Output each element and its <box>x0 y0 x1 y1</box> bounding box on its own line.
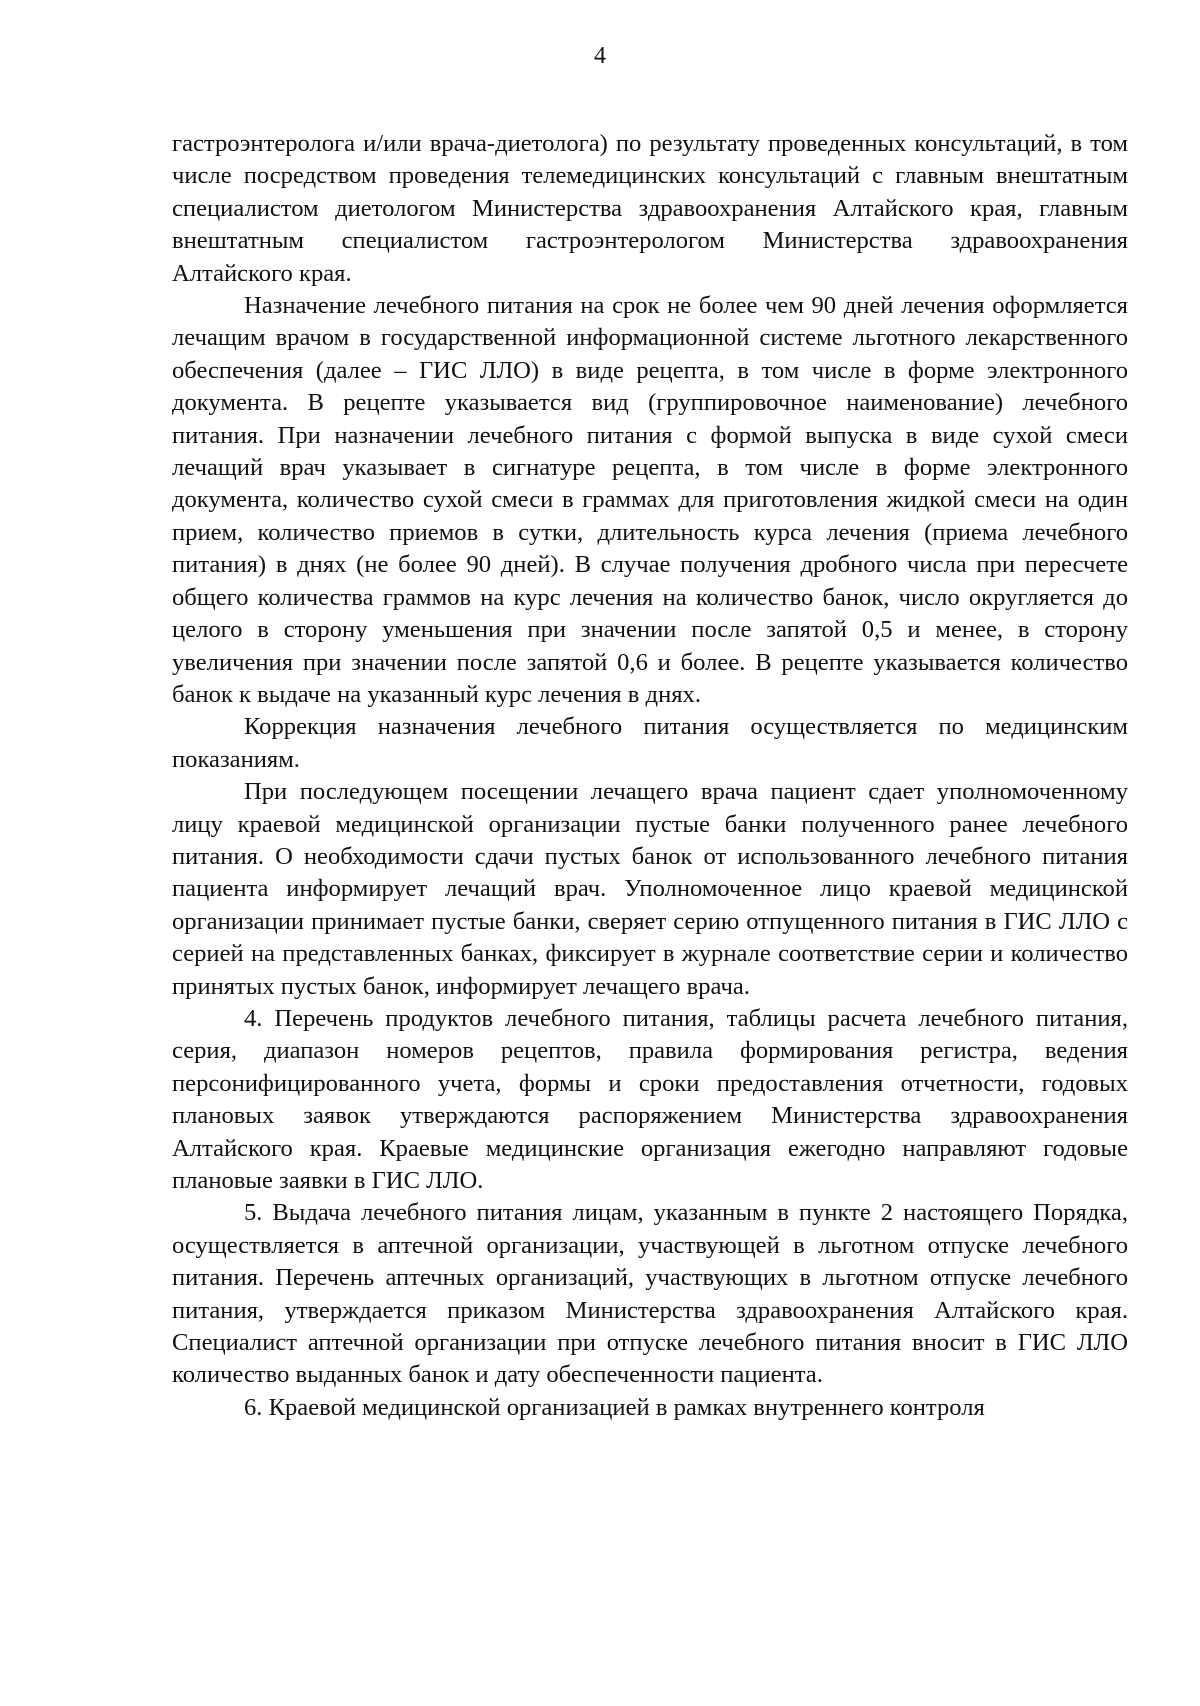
paragraph-item-4: 4. Перечень продуктов лечебного питания, таблицы расчета лечебного питания, серия, диапазон номеров рецептов, правила формирования регистра, ведения персонифицированного учета, формы и сроки предоставления отчетности, годовых плановых заявок утверждаются распоряжением Министерства здравоохранения Алтайского края. Краевые медицинские организация ежегодно направляют годовые плановые заявки в ГИС ЛЛО. <box>172 1004 1128 1194</box>
paragraph-continuation: гастроэнтеролога и/или врача-диетолога) по результату проведенных консультаций, в том числе посредством проведения телемедицинских консультаций с главным внештатным специалистом диетологом Министерства здравоохранения Алтайского края, главным внештатным специалистом гастроэнтерологом Министерства здравоохранения Алтайского края. <box>172 130 1128 287</box>
paragraph-correction: Коррекция назначения лечебного питания осуществляется по медицинским показаниям. <box>172 713 1128 773</box>
document-body <box>172 128 1128 1424</box>
paragraph-empty-cans: При последующем посещении лечащего врача пациент сдает уполномоченному лицу краевой медицинской организации пустые банки полученного ранее лечебного питания. О необходимости сдачи пустых банок от использованного лечебного питания пациента информирует лечащий врач. Уполномоченное лицо краевой медицинской организации принимает пустые банки, сверяет серию отпущенного питания в ГИС ЛЛО с серией на представленных банках, фиксирует в журнале соответствие серии и количество принятых пустых банок, информирует лечащего врача. <box>172 778 1128 1000</box>
paragraph-prescription: Назначение лечебного питания на срок не более чем 90 дней лечения оформляется лечащим врачом в государственной информационной системе льготного лекарственного обеспечения (далее – ГИС ЛЛО) в виде рецепта, в том числе в форме электронного документа. В рецепте указывается вид (группировочное наименование) лечебного питания. При назначении лечебного питания с формой выпуска в виде сухой смеси лечащий врач указывает в сигнатуре рецепта, в том числе в форме электронного документа, количество сухой смеси в граммах для приготовления жидкой смеси на один прием, количество приемов в сутки, длительность курса лечения (приема лечебного питания) в днях (не более 90 дней). В случае получения дробного числа при пересчете общего количества граммов на курс лечения на количество банок, число округляется до целого в сторону уменьшения при значении после запятой 0,5 и менее, в сторону увеличения при значении после запятой 0,6 и более. В рецепте указывается количество банок к выдаче на указанный курс лечения в днях. <box>172 292 1128 708</box>
paragraph-item-5: 5. Выдача лечебного питания лицам, указанным в пункте 2 настоящего Порядка, осуществляется в аптечной организации, участвующей в льготном отпуске лечебного питания. Перечень аптечных организаций, участвующих в льготном отпуске лечебного питания, утверждается приказом Министерства здравоохранения Алтайского края. Специалист аптечной организации при отпуске лечебного питания вносит в ГИС ЛЛО количество выданных банок и дату обеспеченности пациента. <box>172 1199 1128 1389</box>
paragraph-item-6: 6. Краевой медицинской организацией в рамках внутреннего контроля <box>244 1393 985 1421</box>
page-number: 4 <box>594 43 606 69</box>
